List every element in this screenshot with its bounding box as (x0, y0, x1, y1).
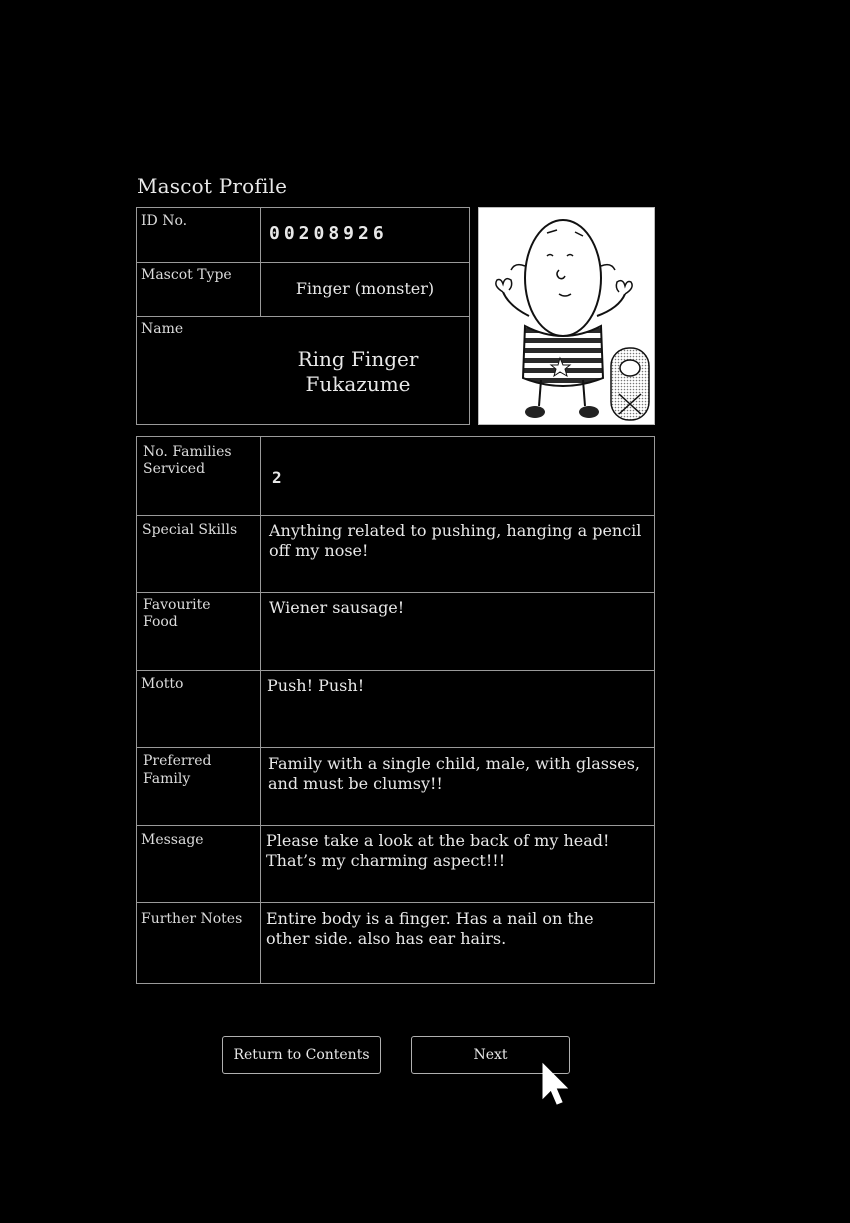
food-value: Wiener sausage! (269, 598, 405, 617)
name-label: Name (141, 321, 184, 337)
food-label-2: Food (143, 614, 178, 630)
next-button[interactable]: Next (411, 1036, 570, 1074)
family-label-2: Family (143, 771, 191, 787)
skills-line-1: Anything related to pushing, hanging a pencil (269, 521, 642, 540)
page-title: Mascot Profile (137, 174, 288, 198)
notes-label: Further Notes (141, 911, 243, 927)
family-line-2: and must be clumsy!! (268, 774, 443, 793)
id-label: ID No. (141, 213, 188, 229)
families-label-1: No. Families (143, 444, 232, 460)
skills-line-2: off my nose! (269, 541, 369, 560)
message-line-2: That’s my charming aspect!!! (266, 851, 506, 870)
notes-line-1: Entire body is a finger. Has a nail on the (266, 909, 594, 928)
family-line-1: Family with a single child, male, with glasses, (268, 754, 640, 773)
mouse-cursor-icon (541, 1062, 569, 1106)
families-value-cell (260, 436, 655, 516)
families-label-2: Serviced (143, 461, 206, 477)
family-label-1: Preferred (143, 753, 212, 769)
skills-label: Special Skills (142, 522, 238, 538)
motto-label: Motto (141, 676, 184, 692)
message-label: Message (141, 832, 204, 848)
name-line-2: Fukazume (305, 372, 411, 396)
mascot-illustration (479, 208, 655, 425)
motto-value: Push! Push! (267, 676, 365, 695)
return-to-contents-button[interactable]: Return to Contents (222, 1036, 381, 1074)
food-label-1: Favourite (143, 597, 211, 613)
type-value: Finger (monster) (295, 279, 435, 298)
name-line-1: Ring Finger (297, 347, 419, 371)
mascot-portrait (478, 207, 655, 425)
families-value: 2 (272, 468, 286, 487)
id-value: 00208926 (269, 223, 388, 244)
message-line-1: Please take a look at the back of my head! (266, 831, 610, 850)
type-label: Mascot Type (141, 267, 232, 283)
notes-line-2: other side. also has ear hairs. (266, 929, 507, 948)
